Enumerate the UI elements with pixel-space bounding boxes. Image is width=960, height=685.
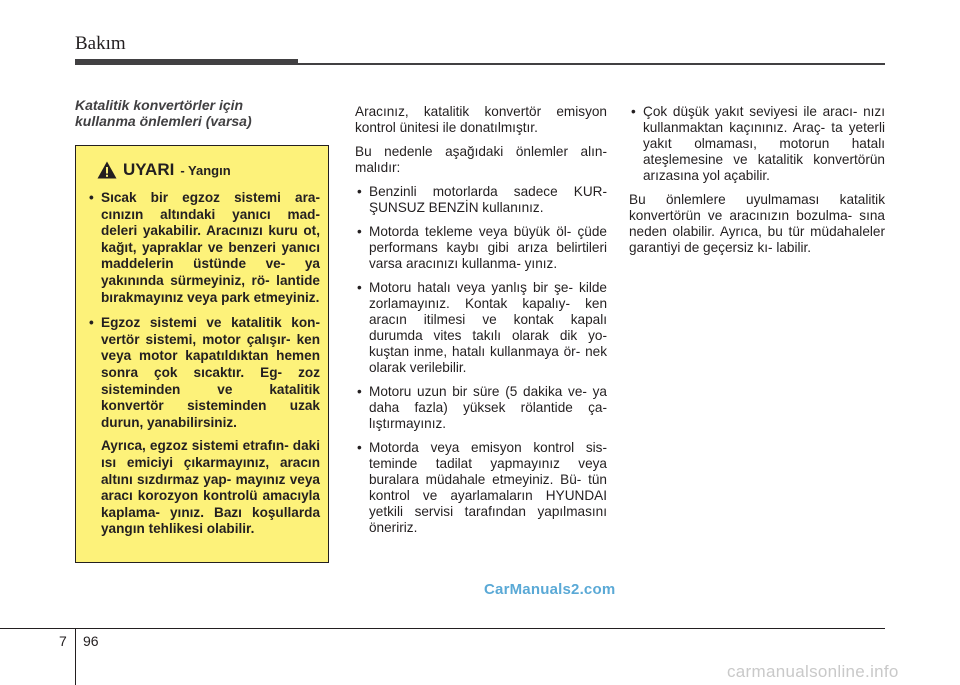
chapter-number: 7 <box>59 633 67 649</box>
page-header-title: Bakım <box>75 33 126 54</box>
watermark-carmanualsonline[interactable]: carmanualsonline.info <box>727 662 899 681</box>
warning-box <box>75 145 329 563</box>
footer-rule <box>0 628 885 629</box>
watermark-carmanuals[interactable]: CarManuals2.com <box>484 581 616 598</box>
list-item: • Motoru hatalı veya yanlış bir şe- kilde zorlamayınız. Kontak kapalıy- ken aracın itilmesi ve kontak kapalı durumda vites takılı olarak dik yo- kuştan inme, hatalı kullanmaya ör- nek olarak verilebilir. <box>355 280 607 376</box>
warning-list <box>87 190 320 431</box>
list-item: • Motorda tekleme veya büyük öl- çüde performans kaybı gibi arıza belirtileri varsa aracınızı kullanma- yınız. <box>355 224 607 272</box>
column-left <box>75 97 331 129</box>
page-number: 96 <box>83 633 99 649</box>
intro-paragraph: Aracınız, katalitik konvertör emisyon kontrol ünitesi ile donatılmıştır. <box>355 104 607 135</box>
list-item: • Motoru uzun bir süre (5 dakika ve- ya daha fazla) yüksek rölantide ça- lıştırmayınız. <box>355 384 607 432</box>
warning-triangle-icon <box>97 161 117 179</box>
header-rule-thick <box>75 59 298 65</box>
section-heading <box>75 97 331 129</box>
warning-item: • Sıcak bir egzoz sistemi ara- cınızın altındaki yanıcı mad- deleri yakabilir. Aracınızı kuru ot, kağıt, yapraklar ve benzeri yanıcı maddelerin üstünde ve- ya yakınında sürmeyiniz, rö- lantide bırakmayınız veya park etmeyiniz. <box>87 190 320 306</box>
intro-paragraph-2: Bu nedenle aşağıdaki önlemler alın- malıdır: <box>355 144 607 175</box>
warning-subtitle: - Yangın <box>180 162 231 178</box>
warning-item: • Egzoz sistemi ve katalitik kon- vertör sistemi, motor çalışır- ken veya motor kapatıldıktan hemen sonra çok sıcaktır. Eg- zoz sisteminden ve katalitik konvertör sisteminden uzak durun, yanabilirsiniz. <box>87 315 320 431</box>
precaution-list <box>355 184 607 536</box>
warning-title <box>97 160 320 180</box>
closing-paragraph: Bu önlemlere uyulmaması katalitik konvertörün ve aracınızın bozulma- sına neden olabilir. Ayrıca, bu tür müdahaleler garantiyi de geçersiz kı- labilir. <box>629 192 885 255</box>
list-item: • Motorda veya emisyon kontrol sis- teminde tadilat yapmayınız veya buralara müdahale etmeyiniz. Bü- tün kontrol ve ayarlamaların HYUNDAI yetkili servisi tarafından yapılmasını öneririz. <box>355 440 607 536</box>
header-rule-thin <box>298 63 885 65</box>
column-right <box>629 104 885 264</box>
warning-continuation: Ayrıca, egzoz sistemi etrafın- daki ısı emiciyi çıkarmayınız, aracın altını sızdırmaz yap- mayınız veya aracı korozyon kontrolü amacıyla kaplama- yınız. Bazı koşullarda yangın tehlikesi olabilir. <box>101 438 320 537</box>
section-heading-line1: Katalitik konvertörler için <box>75 97 244 113</box>
warning-word: UYARI <box>123 160 175 179</box>
list-item: • Benzinli motorlarda sadece KUR- ŞUNSUZ BENZİN kullanınız. <box>355 184 607 216</box>
list-item: • Çok düşük yakıt seviyesi ile aracı- nızı kullanmaktan kaçınınız. Araç- ta yeterli yakıt olmaması, motorun hatalı ateşlemesine ve katalitik konvertörün arızasına yol açabilir. <box>629 104 885 184</box>
column-middle <box>355 104 607 544</box>
section-heading-line2: kullanma önlemleri (varsa) <box>75 113 252 129</box>
precaution-list-continued <box>629 104 885 184</box>
footer-divider <box>75 628 76 685</box>
